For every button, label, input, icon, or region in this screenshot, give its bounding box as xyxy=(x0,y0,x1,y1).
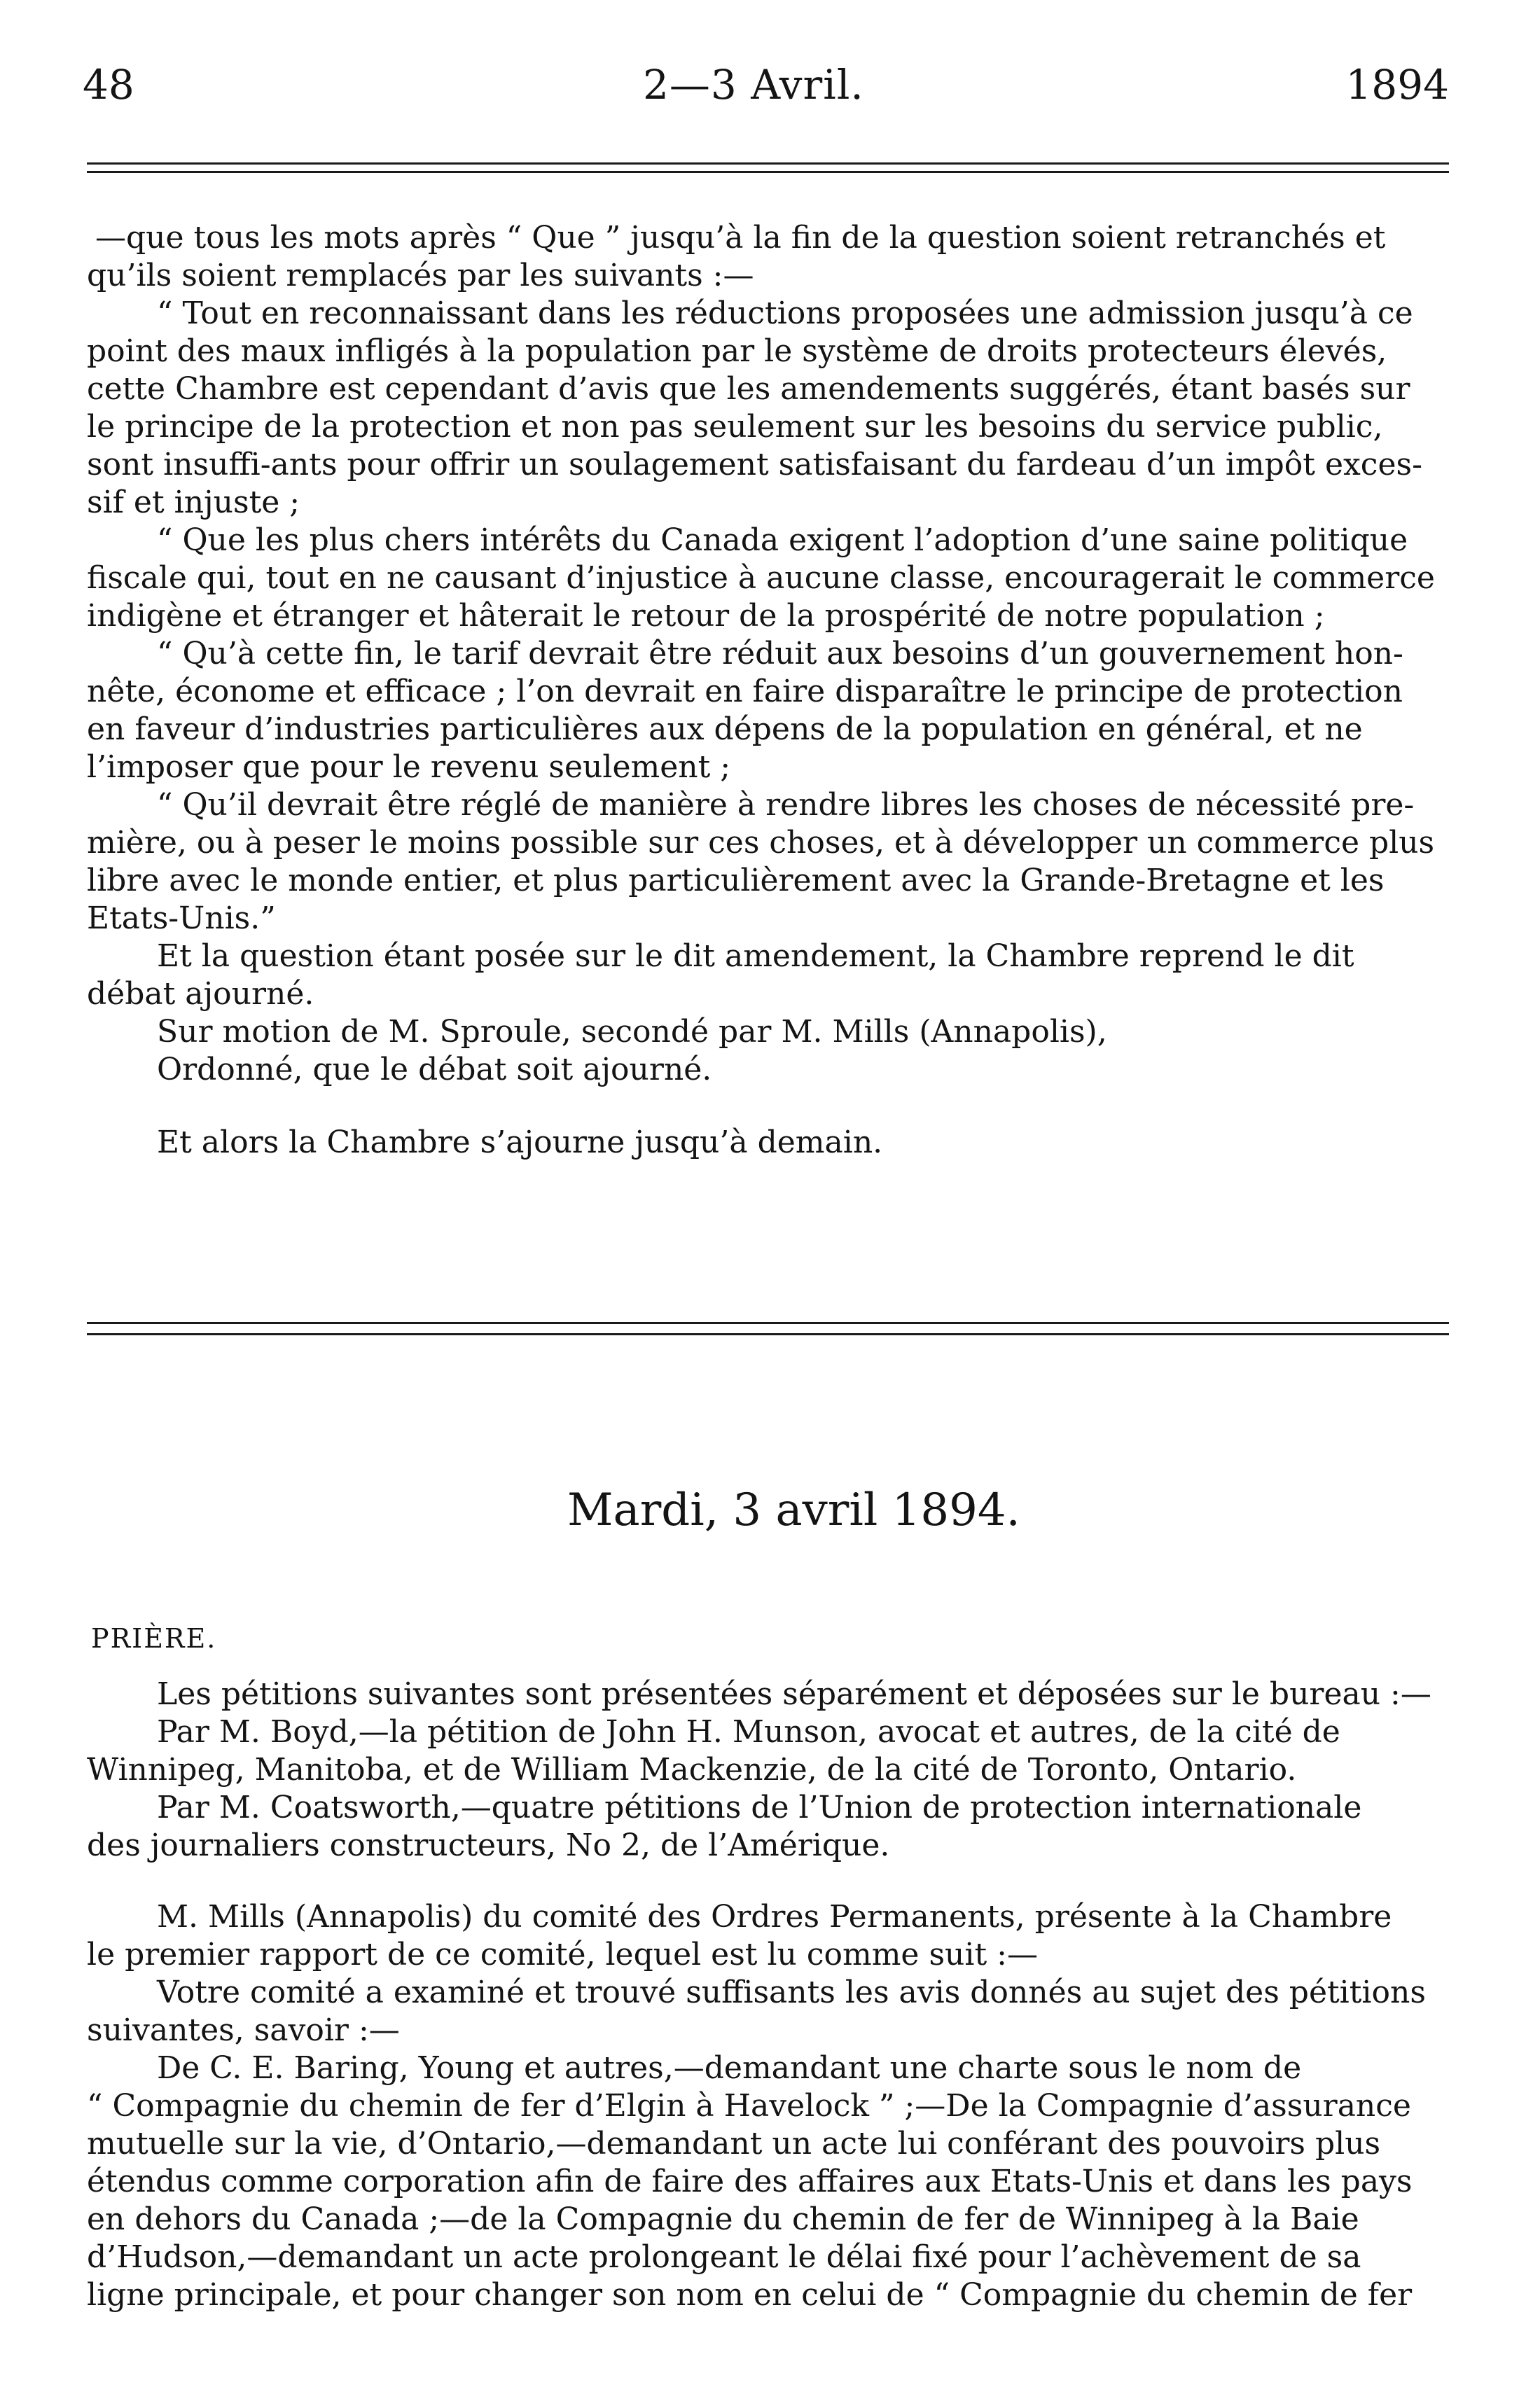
text-line: sif et injuste ; xyxy=(87,485,300,520)
text-line: Et la question étant posée sur le dit amendement, la Chambre reprend le dit xyxy=(157,938,1354,974)
page-number: 48 xyxy=(83,61,134,109)
text-line: ligne principale, et pour changer son nom en celui de “ Compagnie du chemin de fer xyxy=(87,2277,1413,2313)
text-line: fiscale qui, tout en ne causant d’injustice à aucune classe, encouragerait le commerce xyxy=(87,560,1435,596)
text-line: étendus comme corporation afin de faire des affaires aux Etats-Unis et dans les pays xyxy=(87,2164,1413,2199)
text-line: qu’ils soient remplacés par les suivants :— xyxy=(87,258,754,293)
page-date: 2—3 Avril. xyxy=(643,61,864,109)
text-line: en faveur d’industries particulières aux dépens de la population en général, et ne xyxy=(87,711,1363,747)
text-line: mutuelle sur la vie, d’Ontario,—demandant un acte lui conférant des pouvoirs plus xyxy=(87,2126,1381,2162)
header-rule-bottom xyxy=(87,171,1449,173)
text-line: sont insuffi-ants pour offrir un soulagement satisfaisant du fardeau d’un impôt exces- xyxy=(87,447,1422,482)
text-line: cette Chambre est cependant d’avis que les amendements suggérés, étant basés sur xyxy=(87,371,1410,407)
text-line: “ Qu’à cette fin, le tarif devrait être réduit aux besoins d’un gouvernement hon- xyxy=(157,636,1403,671)
text-line: Sur motion de M. Sproule, secondé par M. Mills (Annapolis), xyxy=(157,1014,1107,1050)
text-line: libre avec le monde entier, et plus particulièrement avec la Grande-Bretagne et les xyxy=(87,863,1385,898)
text-line: “ Qu’il devrait être réglé de manière à rendre libres les choses de nécessité pre- xyxy=(157,787,1415,823)
text-line: Les pétitions suivantes sont présentées séparément et déposées sur le bureau :— xyxy=(157,1676,1431,1712)
sitting-title: Mardi, 3 avril 1894. xyxy=(567,1484,1020,1536)
text-line: “ Que les plus chers intérêts du Canada exigent l’adoption d’une saine politique xyxy=(157,522,1408,558)
text-line: point des maux infligés à la population par le système de droits protecteurs élevés, xyxy=(87,333,1387,369)
text-line: —que tous les mots après “ Que ” jusqu’à la fin de la question soient retranchés et xyxy=(95,220,1386,256)
text-line: Votre comité a examiné et trouvé suffisants les avis donnés au sujet des pétitions xyxy=(157,1975,1426,2010)
text-line: mière, ou à peser le moins possible sur ces choses, et à développer un commerce plus xyxy=(87,825,1435,861)
text-line: “ Tout en reconnaissant dans les réductions proposées une admission jusqu’à ce xyxy=(157,295,1413,331)
text-line: débat ajourné. xyxy=(87,976,314,1012)
text-line: M. Mills (Annapolis) du comité des Ordres Permanents, présente à la Chambre xyxy=(157,1899,1392,1935)
text-line: Par M. Coatsworth,—quatre pétitions de l’Union de protection internationale xyxy=(157,1790,1362,1825)
text-line: en dehors du Canada ;—de la Compagnie du chemin de fer de Winnipeg à la Baie xyxy=(87,2201,1359,2237)
text-line: indigène et étranger et hâterait le retour de la prospérité de notre population ; xyxy=(87,598,1325,634)
text-line: le principe de la protection et non pas seulement sur les besoins du service public, xyxy=(87,409,1383,445)
section-rule-bottom xyxy=(87,1333,1449,1335)
text-line: Ordonné, que le débat soit ajourné. xyxy=(157,1052,712,1087)
text-line: des journaliers constructeurs, No 2, de l’Amérique. xyxy=(87,1828,890,1863)
text-line: le premier rapport de ce comité, lequel est lu comme suit :— xyxy=(87,1937,1038,1972)
text-line: suivantes, savoir :— xyxy=(87,2012,400,2048)
text-line: “ Compagnie du chemin de fer d’Elgin à Havelock ” ;—De la Compagnie d’assurance xyxy=(87,2088,1411,2124)
text-line: Par M. Boyd,—la pétition de John H. Munson, avocat et autres, de la cité de xyxy=(157,1714,1340,1750)
page-year: 1894 xyxy=(1345,61,1449,109)
section-rule-top xyxy=(87,1322,1449,1324)
text-line: Et alors la Chambre s’ajourne jusqu’à demain. xyxy=(157,1125,883,1160)
text-line: Etats-Unis.” xyxy=(87,900,276,936)
text-line: d’Hudson,—demandant un acte prolongeant le délai fixé pour l’achèvement de sa xyxy=(87,2239,1361,2275)
header-rule-top xyxy=(87,162,1449,165)
text-line: De C. E. Baring, Young et autres,—demandant une charte sous le nom de xyxy=(157,2050,1302,2086)
text-line: Winnipeg, Manitoba, et de William Mackenzie, de la cité de Toronto, Ontario. xyxy=(87,1752,1297,1788)
text-line: nête, économe et efficace ; l’on devrait en faire disparaître le principe de protection xyxy=(87,674,1403,709)
text-line: l’imposer que pour le revenu seulement ; xyxy=(87,749,731,785)
prayer-heading: PRIÈRE. xyxy=(91,1623,217,1654)
